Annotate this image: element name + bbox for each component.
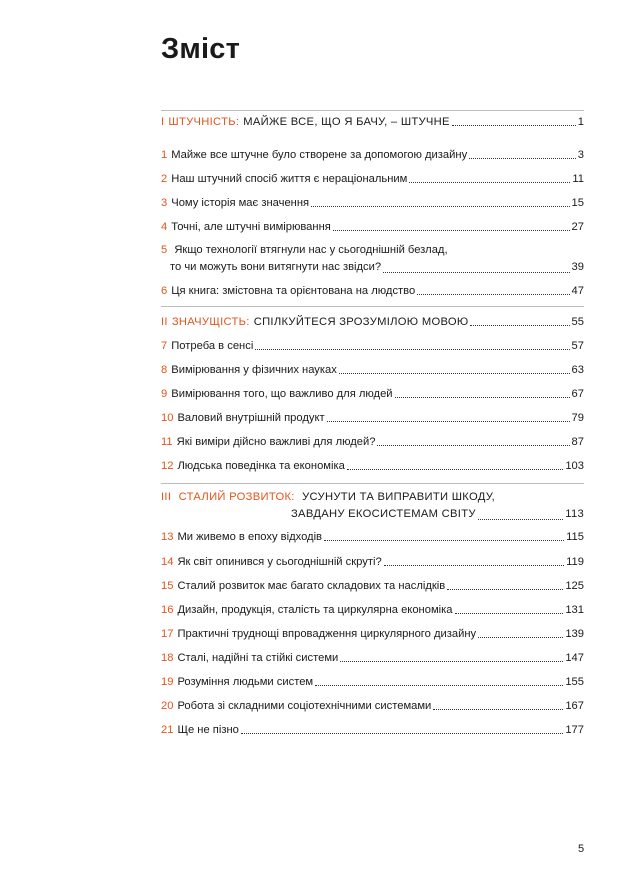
part-title: СПІЛКУЙТЕСЯ ЗРОЗУМІЛОЮ МОВОЮ [253,316,469,328]
chapter-number: 18 [161,652,174,664]
leader-dots [241,733,563,734]
toc-chapter-20[interactable] [161,699,584,713]
part-number: II [161,316,168,328]
page-number: 103 [565,460,584,472]
chapter-number: 10 [161,412,174,424]
section-divider [161,483,584,484]
chapter-title: Чому історія має значення [171,197,310,209]
page-number: 63 [571,364,584,376]
toc-chapter-2[interactable] [161,172,584,186]
leader-dots [333,230,570,231]
leader-dots [478,519,564,520]
page-number: 119 [566,556,584,568]
chapter-title: Ще не пізно [177,724,239,736]
leader-dots [255,349,569,350]
leader-dots [327,421,570,422]
leader-dots [311,206,569,207]
toc-part-2[interactable] [161,315,584,329]
toc-chapter-7[interactable] [161,339,584,353]
chapter-number: 5 [161,244,168,256]
toc-chapter-17[interactable] [161,627,584,641]
leader-dots [409,182,570,183]
chapter-number: 1 [161,149,168,161]
toc-chapter-19[interactable] [161,675,584,689]
chapter-title-line1: Якщо технології втягнули нас у сьогоднішній безлад, [174,244,448,256]
page-number: 131 [565,604,584,616]
leader-dots [447,589,563,590]
chapter-number: 4 [161,221,168,233]
page-number: 155 [565,676,584,688]
toc-chapter-9[interactable] [161,387,584,401]
chapter-number: 20 [161,700,174,712]
page-number: 3 [577,149,584,161]
page-number: 39 [571,261,584,273]
toc-chapter-11[interactable] [161,435,584,449]
part-title-line2: ЗАВДАНУ ЕКОСИСТЕМАМ СВІТУ [291,508,476,520]
page-number: 125 [565,580,584,592]
chapter-number: 14 [161,556,174,568]
page-number: 87 [571,436,584,448]
chapter-number: 6 [161,285,168,297]
toc-part-3[interactable] [161,489,584,523]
toc-chapter-8[interactable] [161,363,584,377]
page-number: 139 [565,628,584,640]
chapter-title-line2: то чи можуть вони витягнути нас звідси? [170,261,382,273]
leader-dots [377,445,569,446]
page-number: 147 [565,652,584,664]
chapter-number: 12 [161,460,174,472]
chapter-number: 9 [161,388,168,400]
leader-dots [383,272,569,273]
leader-dots [339,373,570,374]
part-number: I [161,116,165,128]
leader-dots [324,540,564,541]
section-divider [161,110,584,111]
page-number: 11 [572,173,584,185]
page-number: 1 [577,116,584,128]
leader-dots [469,158,576,159]
page-number: 27 [571,221,584,233]
chapter-title: Які виміри дійсно важливі для людей? [176,436,376,448]
chapter-number: 11 [161,436,173,448]
chapter-title: Майже все штучне було створене за допомогою дизайну [171,149,468,161]
toc-chapter-3[interactable] [161,196,584,210]
chapter-title: Людська поведінка та економіка [177,460,345,472]
chapter-title: Ця книга: змістовна та орієнтована на людство [171,285,416,297]
leader-dots [433,709,563,710]
page-number: 113 [565,508,584,520]
toc-chapter-15[interactable] [161,579,584,593]
page-number: 57 [571,340,584,352]
page-number: 55 [571,316,584,328]
leader-dots [478,637,563,638]
leader-dots [452,125,576,126]
chapter-title: Ми живемо в епоху відходів [177,531,323,543]
chapter-number: 2 [161,173,168,185]
chapter-title: Робота зі складними соціотехнічними системами [177,700,432,712]
chapter-title: Вимірювання того, що важливо для людей [171,388,393,400]
page-number: 79 [571,412,584,424]
section-divider [161,306,584,307]
chapter-number: 13 [161,531,174,543]
toc-chapter-12[interactable] [161,459,584,473]
leader-dots [455,613,564,614]
page-title: Зміст [161,33,241,65]
toc-chapter-18[interactable] [161,651,584,665]
leader-dots [395,397,570,398]
chapter-title: Вимірювання у фізичних науках [171,364,337,376]
page-number: 15 [571,197,584,209]
leader-dots [340,661,563,662]
chapter-title: Сталі, надійні та стійкі системи [177,652,339,664]
chapter-number: 21 [161,724,174,736]
toc-part-1[interactable] [161,115,584,129]
part-label: СТАЛИЙ РОЗВИТОК: [178,491,295,503]
chapter-title: Як світ опинився у сьогоднішній скруті? [177,556,382,568]
chapter-number: 16 [161,604,174,616]
chapter-number: 8 [161,364,168,376]
leader-dots [470,325,569,326]
chapter-title: Практичні труднощі впровадження циркулярного дизайну [177,628,477,640]
chapter-number: 7 [161,340,168,352]
leader-dots [384,565,564,566]
chapter-number: 17 [161,628,174,640]
chapter-title: Точні, але штучні вимірювання [171,221,331,233]
toc-chapter-14[interactable] [161,555,584,569]
leader-dots [315,685,563,686]
chapter-title: Сталий розвиток має багато складових та наслідків [177,580,446,592]
leader-dots [347,469,563,470]
toc-chapter-1[interactable] [161,148,584,162]
chapter-title: Розуміння людьми систем [177,676,314,688]
page-number: 177 [565,724,584,736]
page-number: 167 [565,700,584,712]
page-number: 67 [571,388,584,400]
part-title-line1: УСУНУТИ ТА ВИПРАВИТИ ШКОДУ, [302,491,496,503]
part-label: ШТУЧНІСТЬ: [168,116,240,128]
part-number: III [161,491,172,503]
leader-dots [417,294,569,295]
toc-chapter-16[interactable] [161,603,584,617]
chapter-number: 3 [161,197,168,209]
part-title: МАЙЖЕ ВСЕ, ЩО Я БАЧУ, – ШТУЧНЕ [243,116,450,128]
chapter-title: Дизайн, продукція, сталість та циркулярна економіка [177,604,453,616]
toc-chapter-10[interactable] [161,411,584,425]
chapter-title: Валовий внутрішній продукт [177,412,325,424]
toc-chapter-13[interactable] [161,530,584,544]
page-folio: 5 [578,843,585,855]
chapter-number: 19 [161,676,174,688]
toc-chapter-21[interactable] [161,723,584,737]
chapter-title: Наш штучний спосіб життя є нераціональним [171,173,408,185]
page-number: 47 [571,285,584,297]
chapter-title: Потреба в сенсі [171,340,254,352]
toc-chapter-6[interactable] [161,284,584,298]
part-label: ЗНАЧУЩІСТЬ: [171,316,250,328]
chapter-number: 15 [161,580,174,592]
toc-chapter-4[interactable] [161,220,584,234]
toc-chapter-5[interactable] [161,242,584,276]
page-number: 115 [566,531,584,543]
